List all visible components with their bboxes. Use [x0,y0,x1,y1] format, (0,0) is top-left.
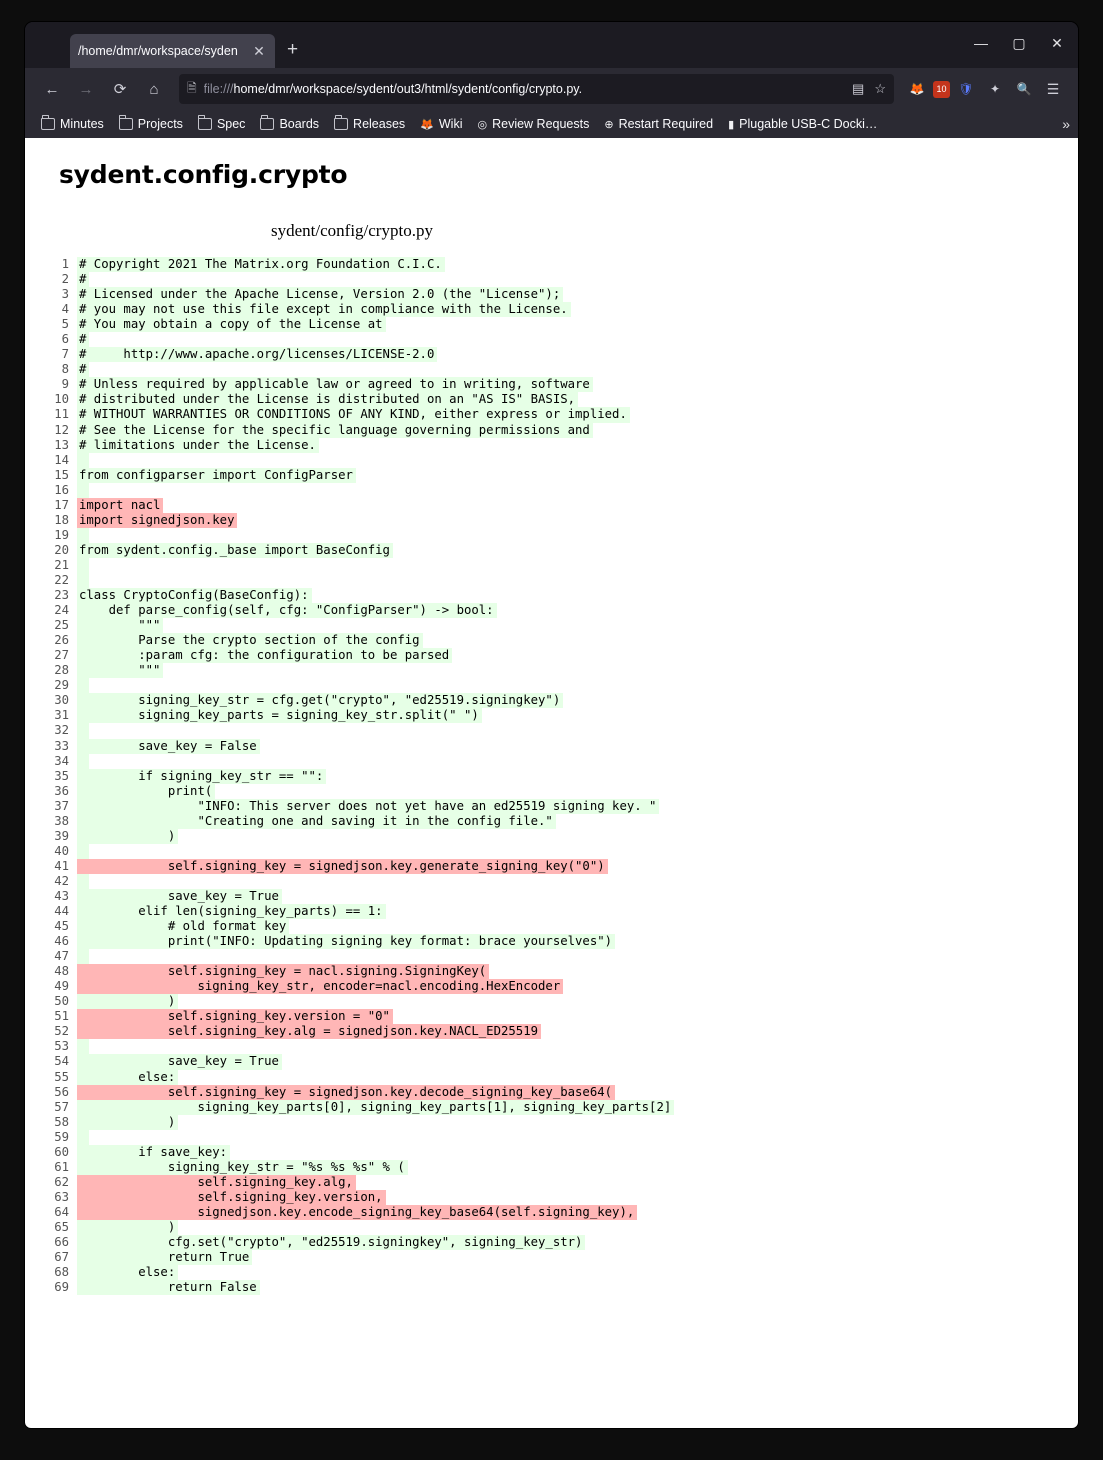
bookmark-label: Spec [216,117,246,131]
address-bar-icons [852,81,886,97]
code-line [25,1009,1078,1024]
code-line [25,468,1078,483]
line-source: from sydent.config._base import BaseConfig [77,543,393,558]
line-source: ) [77,1220,178,1235]
line-source [77,678,89,693]
line-number: 34 [54,753,69,768]
code-line [25,1205,1078,1220]
code-line [25,1054,1078,1069]
code-line [25,618,1078,633]
bookmark-projects[interactable] [113,114,189,134]
line-source: self.signing_key = signedjson.key.generate_signing_key("0") [77,859,608,874]
line-source: # you may not use this file except in compliance with the License. [77,302,571,317]
line-source [77,573,89,588]
line-source [77,754,89,769]
line-number: 20 [54,542,69,557]
folder-icon [41,118,55,130]
line-number: 12 [54,422,69,437]
bookmark-label: Restart Required [618,117,714,131]
line-source: return True [77,1250,252,1265]
bookmarks-overflow-icon[interactable]: » [1062,116,1070,132]
code-line [25,1100,1078,1115]
forward-icon[interactable]: → [78,80,94,98]
code-line [25,648,1078,663]
window-controls [970,32,1068,54]
line-source: :param cfg: the configuration to be parsed [77,648,452,663]
line-source [77,723,89,738]
code-line [25,1039,1078,1054]
line-source [77,1130,89,1145]
bookmark-label: Review Requests [492,117,590,131]
firefox-icon: 🦊 [420,118,434,131]
line-source: save_key = True [77,1054,282,1069]
line-source: if save_key: [77,1145,230,1160]
line-number: 64 [54,1204,69,1219]
line-source: Parse the crypto section of the config [77,633,423,648]
line-source: if signing_key_str == "": [77,769,326,784]
code-line [25,1130,1078,1145]
code-line [25,934,1078,949]
code-line [25,949,1078,964]
code-line [25,498,1078,513]
code-line [25,1085,1078,1100]
line-source: cfg.set("crypto", "ed25519.signingkey", signing_key_str) [77,1235,585,1250]
line-number: 2 [61,272,69,287]
bookmark-minutes[interactable] [35,114,110,134]
bookmark-label: Plugable USB-C Docki… [739,117,878,131]
bookmark-releases[interactable] [328,114,411,134]
code-line [25,407,1078,422]
code-line [25,904,1078,919]
line-source: signing_key_parts = signing_key_str.split(" ") [77,708,482,723]
line-number: 33 [54,738,69,753]
line-number: 37 [54,798,69,813]
line-source [77,558,89,573]
line-number: 39 [54,828,69,843]
line-source: # WITHOUT WARRANTIES OR CONDITIONS OF ANY KIND, either express or implied. [77,407,630,422]
code-line [25,423,1078,438]
source-code-listing [25,257,1078,1295]
code-line [25,1250,1078,1265]
bookmark-star-icon[interactable]: ☆ [874,81,886,96]
code-line [25,543,1078,558]
line-number: 50 [54,994,69,1009]
code-line [25,272,1078,287]
code-line [25,1175,1078,1190]
line-number: 47 [54,949,69,964]
tab-strip [25,22,1078,68]
line-number: 35 [54,768,69,783]
line-number: 51 [54,1009,69,1024]
minimize-icon[interactable]: — [974,35,988,51]
line-number: 55 [54,1069,69,1084]
tab-title: /home/dmr/workspace/syden [78,44,238,58]
line-number: 28 [54,663,69,678]
code-line [25,754,1078,769]
line-source: # [77,272,89,287]
line-number: 32 [54,723,69,738]
line-number: 62 [54,1174,69,1189]
ublock-icon[interactable]: 10 [933,81,950,98]
url-rest: home/dmr/workspace/sydent/out3/html/sydent/config/crypto.py. [233,82,583,96]
line-number: 59 [54,1129,69,1144]
line-source: "Creating one and saving it in the config file." [77,814,556,829]
bookmark-label: Releases [353,117,406,131]
code-line [25,889,1078,904]
code-line [25,769,1078,784]
line-number: 19 [54,527,69,542]
line-source: signing_key_str, encoder=nacl.encoding.HexEncoder [77,979,563,994]
code-line [25,708,1078,723]
line-number: 56 [54,1084,69,1099]
bookmark-label: Minutes [60,117,104,131]
line-source: else: [77,1070,178,1085]
code-line [25,573,1078,588]
circle-plus-icon: ⊕ [604,118,614,131]
page-info-icon[interactable]: 🗎 [187,80,197,95]
line-number: 38 [54,813,69,828]
code-line [25,377,1078,392]
code-line [25,438,1078,453]
line-number: 65 [54,1220,69,1234]
code-line [25,994,1078,1009]
code-line [25,1024,1078,1039]
line-number: 41 [54,858,69,873]
code-line [25,513,1078,528]
code-line [25,799,1078,814]
line-number: 63 [54,1189,69,1204]
code-line [25,859,1078,874]
close-window-icon[interactable]: ✕ [1051,35,1063,51]
page-content [25,138,1078,1428]
line-number: 7 [61,347,69,362]
code-line [25,483,1078,498]
line-source [77,874,89,889]
line-number: 24 [54,603,69,618]
code-line [25,784,1078,799]
url-text [204,82,846,96]
file-path-heading: sydent/config/crypto.py [271,221,433,240]
folder-icon [334,118,348,130]
code-line [25,814,1078,829]
line-source: signing_key_str = "%s %s %s" % ( [77,1160,408,1175]
folder-icon [198,118,212,130]
search-icon[interactable]: 🔍 [1016,82,1032,96]
line-number: 27 [54,648,69,663]
line-number: 69 [54,1280,69,1295]
code-line [25,392,1078,407]
line-source: # Unless required by applicable law or agreed to in writing, software [77,377,593,392]
code-line [25,1280,1078,1295]
toolbar-extensions [904,76,1066,102]
line-number: 25 [54,618,69,633]
code-line [25,633,1078,648]
line-source: self.signing_key.version = "0" [77,1009,393,1024]
line-source: # http://www.apache.org/licenses/LICENSE-2.0 [77,347,437,362]
line-number: 48 [54,964,69,979]
line-source: # [77,332,89,347]
code-line [25,739,1078,754]
line-number: 10 [54,392,69,407]
pocket-icon[interactable]: ✦ [989,82,1001,96]
line-number: 1 [61,257,69,271]
line-number: 8 [61,362,69,377]
line-number: 42 [54,873,69,888]
line-source [77,844,89,859]
line-number: 14 [54,452,69,467]
line-source: signing_key_parts[0], signing_key_parts[1], signing_key_parts[2] [77,1100,674,1115]
line-source: ) [77,994,178,1009]
code-line [25,453,1078,468]
bookmark-spec[interactable] [192,114,252,134]
bookmark-label: Wiki [438,117,463,131]
folder-icon [119,118,133,130]
line-source: # old format key [77,919,289,934]
code-line [25,332,1078,347]
line-number: 53 [54,1039,69,1054]
line-source: print("INFO: Updating signing key format: brace yourselves") [77,934,615,949]
home-icon[interactable]: ⌂ [149,80,159,98]
line-source: import nacl [77,498,163,513]
line-number: 49 [54,979,69,994]
code-line [25,347,1078,362]
line-number: 57 [54,1099,69,1114]
line-number: 18 [54,512,69,527]
new-tab-button[interactable]: + [287,39,299,60]
line-source: signedjson.key.encode_signing_key_base64(self.signing_key), [77,1205,637,1220]
line-source: # Licensed under the Apache License, Version 2.0 (the "License"); [77,287,563,302]
line-source: def parse_config(self, cfg: "ConfigParser") -> bool: [77,603,497,618]
code-line [25,362,1078,377]
line-number: 46 [54,934,69,949]
line-source: self.signing_key.version, [77,1190,386,1205]
tab-active[interactable] [70,34,275,68]
code-line [25,287,1078,302]
line-source: return False [77,1280,260,1295]
line-source: # See the License for the specific language governing permissions and [77,423,593,438]
page-title: sydent.config.crypto [59,160,348,189]
code-line [25,723,1078,738]
line-number: 30 [54,693,69,708]
line-number: 6 [61,332,69,347]
line-number: 54 [54,1054,69,1069]
code-line [25,964,1078,979]
line-source: self.signing_key.alg, [77,1175,356,1190]
line-source: import signedjson.key [77,513,237,528]
line-number: 67 [54,1250,69,1265]
browser-window [25,22,1078,1428]
line-number: 13 [54,437,69,452]
line-source: """ [77,618,163,633]
code-line [25,1160,1078,1175]
line-number: 44 [54,904,69,919]
reader-view-icon[interactable]: ▤ [852,81,865,96]
code-line [25,588,1078,603]
github-icon: ◎ [477,118,488,131]
line-source: # limitations under the License. [77,438,319,453]
line-number: 16 [54,482,69,497]
page-icon: ▮ [728,118,735,131]
reload-icon[interactable]: ⟳ [113,81,127,98]
url-scheme: file:/// [203,82,234,96]
line-number: 3 [61,287,69,302]
code-line [25,1235,1078,1250]
line-source: self.signing_key.alg = signedjson.key.NACL_ED25519 [77,1024,541,1039]
line-source: elif len(signing_key_parts) == 1: [77,904,386,919]
line-source: "INFO: This server does not yet have an ed25519 signing key. " [77,799,659,814]
line-number: 9 [61,377,69,392]
line-source [77,453,89,468]
line-source: # [77,362,89,377]
line-source: ) [77,829,178,844]
folder-icon [260,118,274,130]
line-number: 22 [54,572,69,587]
code-line [25,678,1078,693]
code-line [25,558,1078,573]
line-source: # distributed under the License is distributed on an "AS IS" BASIS, [77,392,578,407]
code-line [25,1220,1078,1235]
line-source [77,528,89,543]
line-number: 36 [54,783,69,798]
line-source: self.signing_key = nacl.signing.SigningKey( [77,964,489,979]
line-number: 31 [54,708,69,723]
line-number: 23 [54,588,69,603]
code-line [25,663,1078,678]
close-icon[interactable]: ✕ [253,43,265,59]
code-line [25,603,1078,618]
address-bar[interactable] [179,74,894,104]
code-line [25,1190,1078,1205]
line-number: 5 [61,317,69,332]
line-number: 21 [54,557,69,572]
line-number: 4 [61,302,69,317]
line-number: 17 [54,497,69,512]
line-source: class CryptoConfig(BaseConfig): [77,588,312,603]
code-line [25,1070,1078,1085]
code-line [25,919,1078,934]
line-number: 43 [54,888,69,903]
line-number: 15 [54,467,69,482]
bookmark-label: Projects [137,117,183,131]
code-line [25,844,1078,859]
bookmark-plugable-dock[interactable] [722,114,883,134]
bookmark-boards[interactable] [254,114,325,134]
line-number: 66 [54,1235,69,1250]
navigation-toolbar [25,68,1078,110]
line-source: print( [77,784,215,799]
menu-icon[interactable]: ☰ [1046,80,1060,97]
line-source [77,1039,89,1054]
line-number: 68 [54,1265,69,1280]
line-number: 52 [54,1024,69,1039]
line-source: save_key = True [77,889,282,904]
line-number: 40 [54,843,69,858]
line-source: # You may obtain a copy of the License at [77,317,386,332]
shield-icon[interactable]: 🛡 [958,82,974,96]
line-number: 61 [54,1159,69,1174]
line-number: 26 [54,633,69,648]
line-source [77,483,89,498]
code-line [25,1265,1078,1280]
line-source: signing_key_str = cfg.get("crypto", "ed25519.signingkey") [77,693,563,708]
line-source: # Copyright 2021 The Matrix.org Foundation C.I.C. [77,257,445,272]
bookmark-restart-required[interactable] [598,114,719,134]
code-line [25,1115,1078,1130]
code-line [25,874,1078,889]
line-source: ) [77,1115,178,1130]
code-line [25,979,1078,994]
code-line [25,257,1078,272]
code-line [25,302,1078,317]
line-number: 11 [54,407,69,422]
line-source: from configparser import ConfigParser [77,468,356,483]
line-number: 29 [54,678,69,693]
line-source: save_key = False [77,739,260,754]
back-icon[interactable]: ← [44,80,60,98]
code-line [25,1145,1078,1160]
code-line [25,528,1078,543]
bookmark-review-requests[interactable] [471,114,595,134]
bookmarks-bar [25,110,1078,138]
line-number: 45 [54,919,69,934]
bookmark-label: Boards [279,117,320,131]
line-source [77,949,89,964]
bookmark-wiki[interactable] [414,114,468,134]
line-number: 60 [54,1144,69,1159]
line-source: else: [77,1265,178,1280]
code-line [25,829,1078,844]
line-source: self.signing_key = signedjson.key.decode_signing_key_base64( [77,1085,615,1100]
line-source: """ [77,663,163,678]
line-number: 58 [54,1114,69,1129]
code-line [25,693,1078,708]
firefox-account-icon[interactable]: 🦊 [909,82,925,96]
maximize-icon[interactable]: ▢ [1012,35,1026,51]
code-line [25,317,1078,332]
